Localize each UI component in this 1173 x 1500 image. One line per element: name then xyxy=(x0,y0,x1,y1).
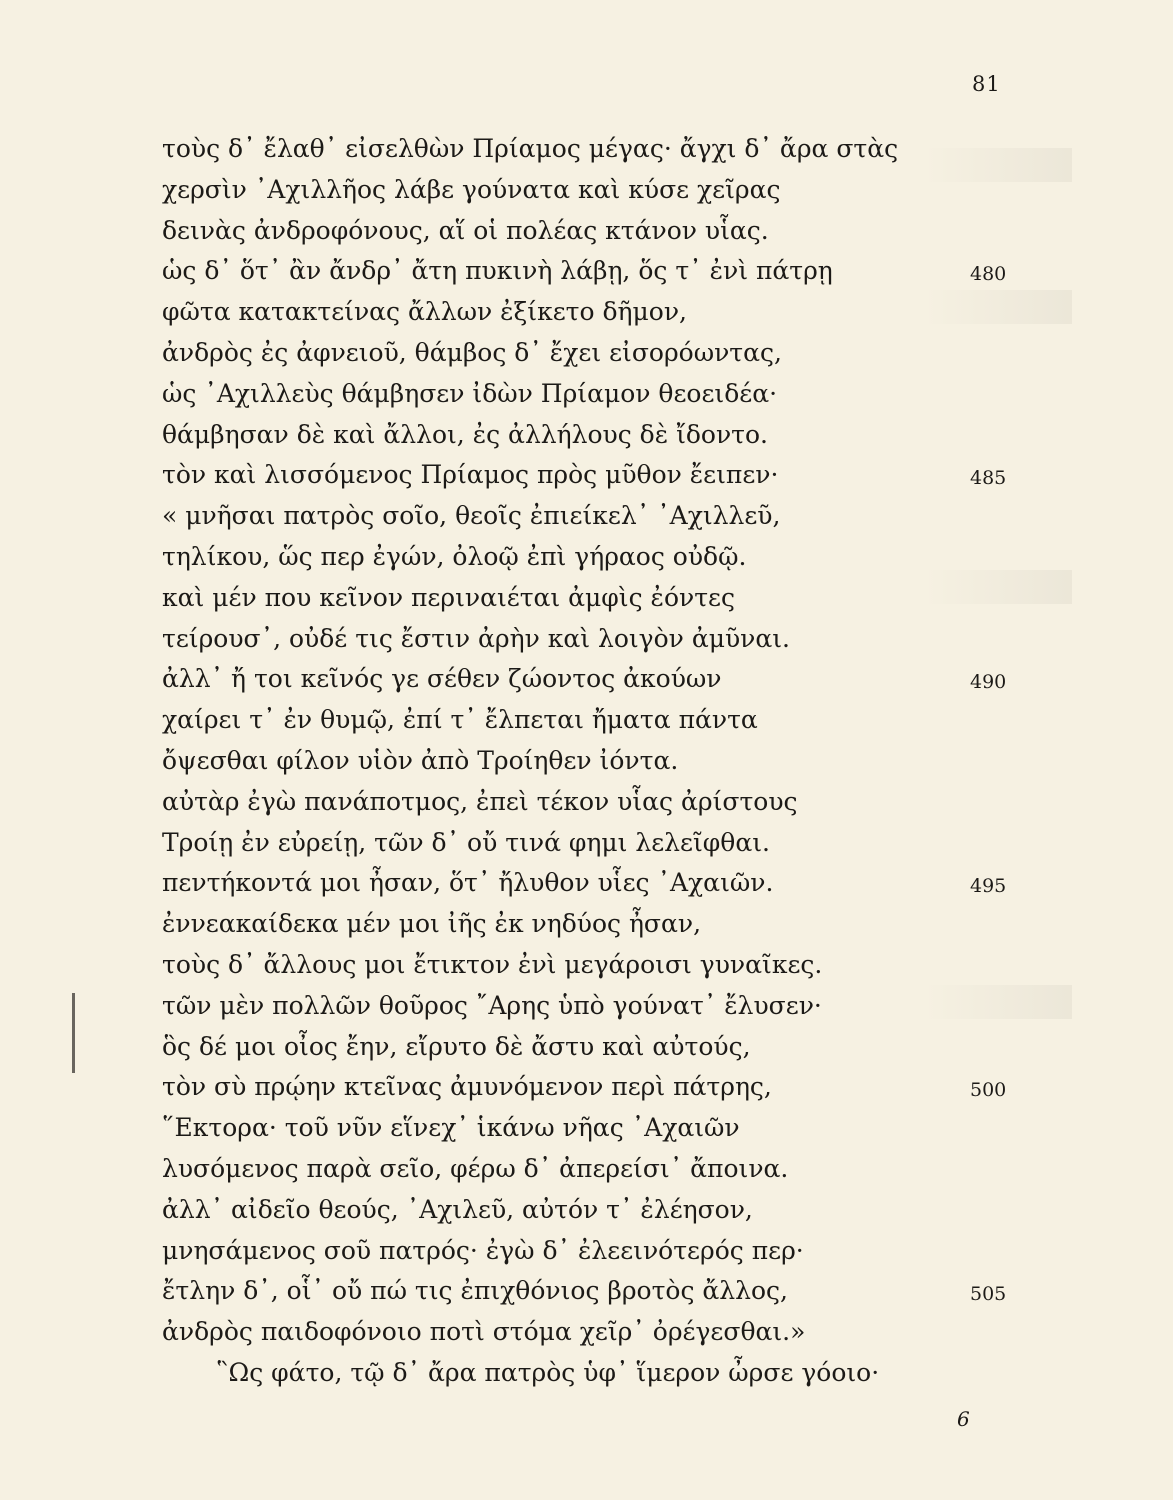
verse-line xyxy=(162,251,1042,292)
margin-mark xyxy=(72,993,75,1073)
line-number: 500 xyxy=(970,1079,1007,1102)
verse-text: Τροίῃ ἐν εὐρείῃ, τῶν δ᾿ οὔ τινά φημι λελεῖφθαι. xyxy=(162,827,770,857)
verse-line xyxy=(162,863,1042,904)
verse-text: χερσὶν ᾿Αχιλλῆος λάβε γούνατα καὶ κύσε χεῖρας xyxy=(162,174,781,204)
verse-line xyxy=(162,1271,1042,1312)
verse-line xyxy=(162,170,1042,211)
verse-line xyxy=(162,496,1042,537)
verse-line xyxy=(162,904,1042,945)
verse-line xyxy=(162,782,1042,823)
verse-text: δεινὰς ἀνδροφόνους, αἵ οἱ πολέας κτάνον υἷας. xyxy=(162,215,769,245)
verse-text: ἔτλην δ᾿, οἷ᾿ οὔ πώ τις ἐπιχθόνιος βροτὸς ἄλλος, xyxy=(162,1276,789,1306)
verse-text: τῶν μὲν πολλῶν θοῦρος ῎Αρης ὑπὸ γούνατ᾿ ἔλυσεν· xyxy=(162,990,822,1020)
verse-line xyxy=(162,415,1042,456)
verse-text: λυσόμενος παρὰ σεῖο, φέρω δ᾿ ἀπερείσι᾿ ἄποινα. xyxy=(162,1153,789,1183)
signature-mark: 6 xyxy=(957,1407,970,1431)
verse-text: ἐννεακαίδεκα μέν μοι ἰῆς ἐκ νηδύος ἦσαν, xyxy=(162,909,702,939)
verse-text: ἀνδρὸς παιδοφόνοιο ποτὶ στόμα χεῖρ᾿ ὀρέγεσθαι.» xyxy=(162,1317,806,1347)
line-number: 495 xyxy=(970,875,1007,898)
verse-text: ἀλλ᾿ αἰδεῖο θεούς, ᾿Αχιλεῦ, αὐτόν τ᾿ ἐλέησον, xyxy=(162,1194,753,1224)
verse-line xyxy=(162,1190,1042,1231)
verse-text: τηλίκου, ὥς περ ἐγών, ὀλοῷ ἐπὶ γήραος οὐδῷ. xyxy=(162,541,747,571)
verse-text: ὡς ᾿Αχιλλεὺς θάμβησεν ἰδὼν Πρίαμον θεοειδέα· xyxy=(162,378,778,408)
verse-text: ῞Εκτορα· τοῦ νῦν εἵνεχ᾿ ἱκάνω νῆας ᾿Αχαιῶν xyxy=(162,1113,740,1143)
verse-text: φῶτα κατακτείνας ἄλλων ἐξίκετο δῆμον, xyxy=(162,297,687,327)
line-number: 485 xyxy=(970,467,1007,490)
verse-text: ὄψεσθαι φίλον υἱὸν ἀπὸ Τροίηθεν ἰόντα. xyxy=(162,745,679,775)
line-number: 505 xyxy=(970,1283,1007,1306)
verse-text: ῝Ως φάτο, τῷ δ᾿ ἄρα πατρὸς ὑφ᾿ ἵμερον ὦρσε γόοιο· xyxy=(216,1357,880,1387)
verse-line xyxy=(162,945,1042,986)
verse-line xyxy=(162,1149,1042,1190)
verse-line xyxy=(162,537,1042,578)
verse-line xyxy=(162,333,1042,374)
verse-text: « μνῆσαι πατρὸς σοῖο, θεοῖς ἐπιείκελ᾿ ᾿Αχιλλεῦ, xyxy=(162,501,781,531)
page-number: 81 xyxy=(972,72,1001,96)
verse-line xyxy=(162,659,1042,700)
verse-line xyxy=(162,292,1042,333)
verse-text: ἀνδρὸς ἐς ἀφνειοῦ, θάμβος δ᾿ ἔχει εἰσορόωντας, xyxy=(162,337,782,367)
verse-text: χαίρει τ᾿ ἐν θυμῷ, ἐπί τ᾿ ἔλπεται ἤματα πάντα xyxy=(162,705,758,735)
verse-text: τὸν σὺ πρῴην κτεῖνας ἀμυνόμενον περὶ πάτρης, xyxy=(162,1072,772,1102)
verse-text: τοὺς δ᾿ ἔλαθ᾿ εἰσελθὼν Πρίαμος μέγας· ἄγχι δ᾿ ἄρα στὰς xyxy=(162,134,899,163)
verse-line xyxy=(162,619,1042,660)
verse-text: καὶ μέν που κεῖνον περιναιέται ἀμφὶς ἐόντες xyxy=(162,582,736,612)
verse-line xyxy=(162,986,1042,1027)
verse-text: ὃς δέ μοι οἶος ἔην, εἴρυτο δὲ ἄστυ καὶ αὐτούς, xyxy=(162,1031,751,1061)
poem-text xyxy=(162,129,1042,1394)
verse-text: τὸν καὶ λισσόμενος Πρίαμος πρὸς μῦθον ἔειπεν· xyxy=(162,460,779,490)
verse-line xyxy=(162,211,1042,252)
verse-text: ἀλλ᾿ ἤ τοι κεῖνός γε σέθεν ζώοντος ἀκούων xyxy=(162,664,722,694)
verse-text: τοὺς δ᾿ ἄλλους μοι ἔτικτον ἐνὶ μεγάροισι γυναῖκες. xyxy=(162,949,823,979)
verse-line xyxy=(162,129,1042,170)
verse-line xyxy=(162,1231,1042,1272)
verse-text: μνησάμενος σοῦ πατρός· ἐγὼ δ᾿ ἐλεεινότερός περ· xyxy=(162,1235,804,1265)
verse-line xyxy=(162,455,1042,496)
verse-text: τείρουσ᾿, οὐδέ τις ἔστιν ἀρὴν καὶ λοιγὸν ἀμῦναι. xyxy=(162,623,790,653)
verse-line xyxy=(162,823,1042,864)
verse-line xyxy=(162,700,1042,741)
verse-text: πεντήκοντά μοι ἦσαν, ὅτ᾿ ἤλυθον υἷες ᾿Αχαιῶν. xyxy=(162,868,774,898)
verse-line xyxy=(162,1353,1042,1394)
verse-text: θάμβησαν δὲ καὶ ἄλλοι, ἐς ἀλλήλους δὲ ἴδοντο. xyxy=(162,419,768,449)
verse-line xyxy=(162,374,1042,415)
verse-text: αὐτὰρ ἐγὼ πανάποτμος, ἐπεὶ τέκον υἷας ἀρίστους xyxy=(162,786,798,816)
verse-line xyxy=(162,1067,1042,1108)
verse-line xyxy=(162,1108,1042,1149)
verse-line xyxy=(162,1312,1042,1353)
verse-line xyxy=(162,1027,1042,1068)
verse-line xyxy=(162,741,1042,782)
line-number: 490 xyxy=(970,671,1007,694)
verse-text: ὡς δ᾿ ὅτ᾿ ἂν ἄνδρ᾿ ἄτη πυκινὴ λάβῃ, ὅς τ᾿ ἐνὶ πάτρῃ xyxy=(162,256,833,286)
line-number: 480 xyxy=(970,263,1007,286)
verse-line xyxy=(162,578,1042,619)
